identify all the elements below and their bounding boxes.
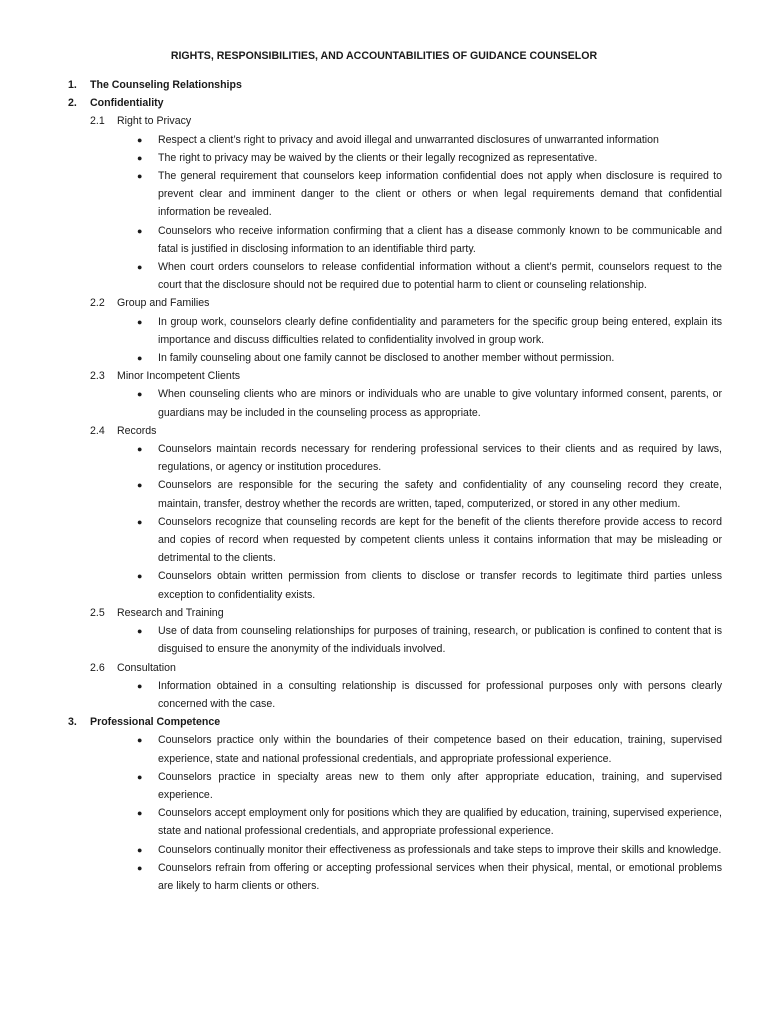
list-item	[137, 677, 722, 713]
section-heading	[68, 713, 722, 731]
list-item	[137, 841, 722, 859]
section-number: 2.	[68, 97, 77, 110]
list-item	[137, 440, 722, 476]
subsection-heading	[68, 604, 722, 622]
bullet-list	[68, 622, 722, 658]
list-item-text: Counselors obtain written permission from clients to disclose or transfer records to legitimate third parties unless exception to confidentiality exists.	[158, 570, 722, 601]
section-number: 1.	[68, 79, 77, 91]
bullet-icon: ●	[137, 171, 143, 182]
bullet-list	[68, 677, 722, 713]
list-item-text: The right to privacy may be waived by the clients or their legally recognized as representative.	[158, 151, 598, 164]
bullet-icon: ●	[137, 571, 143, 582]
list-item-text: Counselors refrain from offering or accepting professional services when their physical, mental, or emotional problems are likely to harm clients or others.	[158, 861, 722, 892]
list-item-text: Counselors practice only within the boundaries of their competence based on their education, training, supervised experience, state and national professional credentials, and appropriate professional experience.	[158, 734, 722, 765]
list-item	[137, 313, 722, 349]
list-item-text: Counselors maintain records necessary for rendering professional services to their clients and as required by laws, regulations, or agency or institution procedures.	[158, 443, 722, 474]
document-body	[68, 76, 722, 895]
list-item	[137, 804, 722, 840]
subsection-title: Group and Families	[117, 297, 210, 310]
subsection-number: 2.6	[90, 661, 105, 674]
list-item	[137, 476, 722, 512]
bullet-icon: ●	[137, 844, 143, 855]
list-item	[137, 149, 722, 167]
bullet-icon: ●	[137, 808, 143, 819]
subsection-title: Right to Privacy	[117, 115, 192, 128]
bullet-icon: ●	[137, 680, 143, 691]
bullet-list	[68, 313, 722, 368]
bullet-list	[68, 131, 722, 295]
bullet-icon: ●	[137, 626, 143, 637]
bullet-icon: ●	[137, 353, 143, 364]
bullet-icon: ●	[137, 480, 143, 491]
section-heading	[68, 94, 722, 112]
list-item-text: Counselors who receive information confirming that a client has a disease commonly known to be communicable and fatal is justified in disclosing information to an identifiable third party.	[158, 224, 722, 255]
list-item-text: When counseling clients who are minors or individuals who are unable to give voluntary informed consent, parents, or guardians may be included in the counseling process as appropriate.	[158, 388, 722, 419]
section	[68, 94, 722, 713]
list-item-text: Use of data from counseling relationships for purposes of training, research, or publication is confined to content that is disguised to ensure the anonymity of the individuals involved.	[158, 625, 722, 656]
subsection-number: 2.1	[90, 115, 105, 128]
subsection-heading	[68, 294, 722, 312]
list-item-text: The general requirement that counselors keep information confidential does not apply when disclosure is required to prevent clear and imminent danger to the client or others or when legal requirements demand that confidential information be revealed.	[158, 170, 722, 219]
bullet-list	[68, 731, 722, 895]
section	[68, 713, 722, 895]
subsection-number: 2.5	[90, 606, 105, 619]
list-item	[137, 567, 722, 603]
subsection-heading	[68, 659, 722, 677]
bullet-icon: ●	[137, 152, 143, 163]
subsection-title: Minor Incompetent Clients	[117, 370, 241, 383]
document-title: RIGHTS, RESPONSIBILITIES, AND ACCOUNTABILITIES OF GUIDANCE COUNSELOR	[170, 50, 598, 62]
bullet-list	[68, 385, 722, 421]
subsection-number: 2.4	[90, 424, 105, 437]
bullet-list	[68, 440, 722, 604]
list-item	[137, 222, 722, 258]
subsection-number: 2.2	[90, 297, 105, 310]
bullet-icon: ●	[137, 225, 143, 236]
list-item	[137, 513, 722, 568]
list-item	[137, 731, 722, 767]
section-title: The Counseling Relationships	[90, 79, 242, 91]
bullet-icon: ●	[137, 516, 143, 527]
section-number: 3.	[68, 716, 77, 729]
subsection-number: 2.3	[90, 370, 105, 383]
section-title: Confidentiality	[90, 97, 164, 110]
subsection-heading	[68, 422, 722, 440]
list-item-text: In group work, counselors clearly define confidentiality and parameters for the specific group being entered, explain its importance and discuss difficulties related to confidentiality involved in group work.	[158, 315, 722, 346]
subsection-title: Records	[117, 424, 157, 437]
subsection-heading	[68, 112, 722, 130]
bullet-icon: ●	[137, 134, 143, 145]
list-item-text: When court orders counselors to release confidential information without a client’s permit, counselors request to the court that the disclosure should not be required due to potential harm to client or counseling relationship.	[158, 261, 722, 292]
list-item	[137, 349, 722, 367]
section	[68, 76, 722, 94]
list-item	[137, 622, 722, 658]
list-item	[137, 768, 722, 804]
section-heading	[68, 76, 722, 94]
bullet-icon: ●	[137, 389, 143, 400]
list-item-text: Counselors are responsible for the securing the safety and confidentiality of any counseling record they create, maintain, transfer, destroy whether the records are written, taped, computerized, or stored in any other medium.	[158, 479, 722, 510]
bullet-icon: ●	[137, 316, 143, 327]
bullet-icon: ●	[137, 262, 143, 273]
bullet-icon: ●	[137, 771, 143, 782]
bullet-icon: ●	[137, 444, 143, 455]
list-item-text: Information obtained in a consulting relationship is discussed for professional purposes only with persons clearly concerned with the case.	[158, 679, 722, 710]
list-item	[137, 167, 722, 222]
list-item-text: Counselors practice in specialty areas new to them only after appropriate education, training, and supervised experience.	[158, 770, 722, 801]
bullet-icon: ●	[137, 735, 143, 746]
list-item	[137, 859, 722, 895]
list-item-text: Counselors accept employment only for positions which they are qualified by education, training, supervised experience, state and national professional credentials, and appropriate professional experience.	[158, 807, 722, 838]
subsection-title: Research and Training	[117, 606, 224, 619]
list-item	[137, 385, 722, 421]
list-item-text: Respect a client’s right to privacy and avoid illegal and unwarranted disclosures of unwarranted information	[158, 133, 659, 146]
list-item-text: Counselors recognize that counseling records are kept for the benefit of the clients therefore provide access to record and copies of record when requested by competent clients unless it contains information that may be misleading or detrimental to the clients.	[158, 515, 722, 565]
list-item	[137, 258, 722, 294]
bullet-icon: ●	[137, 862, 143, 873]
list-item-text: Counselors continually monitor their effectiveness as professionals and take steps to improve their skills and knowledge.	[158, 843, 722, 856]
subsection-title: Consultation	[117, 661, 176, 674]
subsection-heading	[68, 367, 722, 385]
section-title: Professional Competence	[90, 716, 221, 729]
list-item-text: In family counseling about one family cannot be disclosed to another member without permission.	[158, 352, 615, 365]
list-item	[137, 131, 722, 149]
